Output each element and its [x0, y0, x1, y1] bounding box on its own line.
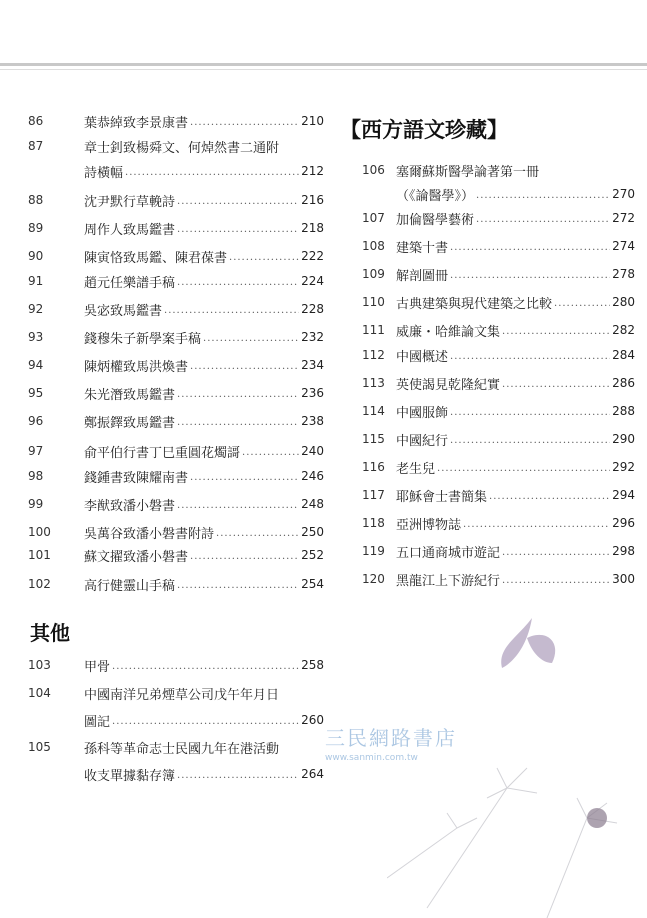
dot-leader	[164, 305, 299, 319]
entry-page-number: 254	[301, 577, 324, 591]
entry-number: 114	[362, 404, 385, 418]
entry-title: 亞洲博物誌	[396, 517, 462, 533]
entry-page-number: 270	[612, 187, 635, 201]
toc-entry	[362, 345, 635, 365]
entry-number: 110	[362, 295, 385, 309]
entry-title: 章士釗致楊舜文、何焯然書二通附	[84, 140, 280, 156]
entry-number: 119	[362, 544, 385, 558]
entry-title: 錢鍾書致陳耀南書	[84, 470, 189, 486]
entry-page-number: 274	[612, 239, 635, 253]
toc-entry	[28, 522, 324, 542]
dot-leader	[125, 167, 299, 181]
entry-title: 李猷致潘小磐書	[84, 498, 176, 514]
entry-number: 107	[362, 211, 385, 225]
toc-entry	[28, 218, 324, 238]
entry-page-number: 292	[612, 460, 635, 474]
entry-page-number: 280	[612, 295, 635, 309]
entry-page-number: 224	[301, 274, 324, 288]
entry-page-number: 278	[612, 267, 635, 281]
toc-entry	[362, 429, 635, 449]
toc-entry	[362, 541, 635, 561]
entry-title: 蘇文擢致潘小磐書	[84, 549, 189, 565]
entry-number: 98	[28, 469, 44, 483]
entry-number: 109	[362, 267, 385, 281]
toc-entry	[28, 683, 324, 703]
entry-page-number: 258	[301, 658, 324, 672]
entry-page-number: 238	[301, 414, 324, 428]
toc-entry	[362, 160, 635, 180]
entry-page-number: 216	[301, 193, 324, 207]
dot-leader	[177, 417, 299, 431]
toc-entry	[362, 485, 635, 505]
entry-page-number: 228	[301, 302, 324, 316]
entry-title: 錢穆朱子新學案手稿	[84, 331, 202, 347]
entry-title: 加倫醫學藝術	[396, 212, 475, 228]
entry-number: 96	[28, 414, 44, 428]
section-heading-western: 【西方語文珍藏】	[340, 117, 508, 142]
entry-title: 沈尹默行草輓詩	[84, 194, 176, 210]
entry-number: 106	[362, 163, 385, 177]
toc-entry	[28, 494, 324, 514]
dot-leader	[190, 472, 299, 486]
toc-entry	[28, 737, 324, 757]
entry-page-number: 296	[612, 516, 635, 530]
entry-page-number: 288	[612, 404, 635, 418]
entry-number: 101	[28, 548, 51, 562]
entry-page-number: 294	[612, 488, 635, 502]
toc-entry	[28, 327, 324, 347]
entry-number: 88	[28, 193, 44, 207]
entry-page-number: 298	[612, 544, 635, 558]
entry-title: 圖記	[84, 714, 111, 730]
entry-page-number: 250	[301, 525, 324, 539]
entry-number: 91	[28, 274, 44, 288]
dot-leader	[177, 580, 299, 594]
toc-entry	[362, 292, 635, 312]
entry-title: 黑龍江上下游紀行	[396, 573, 501, 589]
toc-entry	[28, 574, 324, 594]
dot-leader	[489, 491, 610, 505]
entry-title: 威廉・哈維論文集	[396, 324, 501, 340]
entry-title: 朱光潛致馬鑑書	[84, 387, 176, 403]
toc-entry	[28, 136, 324, 156]
entry-title: 詩橫幅	[84, 165, 124, 181]
entry-title: 塞爾蘇斯醫學論著第一冊	[396, 164, 540, 180]
dot-leader	[177, 389, 299, 403]
toc-entry-continuation	[28, 161, 324, 181]
entry-number: 117	[362, 488, 385, 502]
dot-leader	[203, 333, 299, 347]
dot-leader	[190, 551, 299, 565]
toc-entry	[28, 190, 324, 210]
dot-leader	[437, 463, 610, 477]
entry-title: 中國服飾	[396, 405, 449, 421]
toc-entry-continuation	[362, 184, 635, 204]
entry-title: 收支單據黏存簿	[84, 768, 176, 784]
entry-title: 孫科等革命志士民國九年在港活動	[84, 741, 280, 757]
entry-page-number: 248	[301, 497, 324, 511]
entry-page-number: 222	[301, 249, 324, 263]
entry-title: 建築十書	[396, 240, 449, 256]
toc-entry	[28, 246, 324, 266]
top-rule	[0, 63, 647, 66]
dot-leader	[463, 519, 610, 533]
section-heading-other: 其他	[30, 621, 70, 645]
entry-number: 86	[28, 114, 44, 128]
dot-leader	[190, 117, 299, 131]
entry-number: 94	[28, 358, 44, 372]
toc-entry	[362, 320, 635, 340]
dot-leader	[229, 252, 299, 266]
entry-page-number: 212	[301, 164, 324, 178]
entry-number: 103	[28, 658, 51, 672]
entry-title: 周作人致馬鑑書	[84, 222, 176, 238]
entry-page-number: 234	[301, 358, 324, 372]
toc-entry	[28, 271, 324, 291]
entry-number: 104	[28, 686, 51, 700]
entry-number: 100	[28, 525, 51, 539]
entry-number: 120	[362, 572, 385, 586]
toc-entry	[362, 457, 635, 477]
toc-entry	[362, 373, 635, 393]
entry-title: 五口通商城市遊記	[396, 545, 501, 561]
toc-entry	[28, 383, 324, 403]
entry-number: 118	[362, 516, 385, 530]
entry-page-number: 210	[301, 114, 324, 128]
entry-number: 92	[28, 302, 44, 316]
dot-leader	[502, 326, 610, 340]
dot-leader	[190, 361, 299, 375]
entry-title: 俞平伯行書丁巳重圓花燭謌	[84, 445, 241, 461]
dot-leader	[450, 270, 610, 284]
entry-number: 116	[362, 460, 385, 474]
dot-leader	[177, 224, 299, 238]
entry-page-number: 272	[612, 211, 635, 225]
dot-leader	[177, 277, 299, 291]
entry-title: （《論醫學》）	[396, 188, 475, 204]
toc-entry-continuation	[28, 710, 324, 730]
entry-number: 90	[28, 249, 44, 263]
entry-title: 陳炳權致馬洪煥書	[84, 359, 189, 375]
entry-page-number: 240	[301, 444, 324, 458]
dot-leader	[476, 214, 610, 228]
entry-number: 87	[28, 139, 44, 153]
entry-page-number: 246	[301, 469, 324, 483]
entry-page-number: 236	[301, 386, 324, 400]
toc-entry	[28, 545, 324, 565]
entry-number: 89	[28, 221, 44, 235]
entry-page-number: 232	[301, 330, 324, 344]
toc-entry	[28, 355, 324, 375]
entry-number: 115	[362, 432, 385, 446]
entry-number: 112	[362, 348, 385, 362]
dot-leader	[242, 447, 299, 461]
entry-title: 葉恭綽致李景康書	[84, 115, 189, 131]
entry-page-number: 290	[612, 432, 635, 446]
dot-leader	[476, 190, 610, 204]
toc-entry	[28, 466, 324, 486]
dot-leader	[450, 435, 610, 449]
watermark-name: 三民網路書店	[325, 726, 457, 750]
dot-leader	[450, 351, 610, 365]
dot-leader	[502, 547, 610, 561]
toc-entry-continuation	[28, 764, 324, 784]
toc-entry	[362, 569, 635, 589]
toc-entry	[28, 655, 324, 675]
entry-title: 中國紀行	[396, 433, 449, 449]
entry-number: 93	[28, 330, 44, 344]
entry-title: 解剖圖冊	[396, 268, 449, 284]
entry-title: 中國南洋兄弟煙草公司戊午年月日	[84, 687, 280, 703]
toc-entry	[28, 299, 324, 319]
dot-leader	[216, 528, 299, 542]
entry-number: 95	[28, 386, 44, 400]
entry-number: 111	[362, 323, 385, 337]
toc-entry	[362, 401, 635, 421]
dot-leader	[502, 379, 610, 393]
entry-title: 陳寅恪致馬鑑、陳君葆書	[84, 250, 228, 266]
toc-entry	[362, 236, 635, 256]
entry-number: 102	[28, 577, 51, 591]
entry-title: 古典建築與現代建築之比較	[396, 296, 553, 312]
dot-leader	[177, 500, 299, 514]
dot-leader	[502, 575, 610, 589]
dot-leader	[112, 661, 299, 675]
dot-leader	[450, 242, 610, 256]
butterfly-flower-illustration	[387, 618, 647, 918]
entry-page-number: 286	[612, 376, 635, 390]
entry-page-number: 264	[301, 767, 324, 781]
dot-leader	[450, 407, 610, 421]
entry-number: 113	[362, 376, 385, 390]
toc-entry	[362, 264, 635, 284]
entry-title: 老生兒	[396, 461, 436, 477]
dot-leader	[177, 196, 299, 210]
dot-leader	[554, 298, 610, 312]
entry-number: 97	[28, 444, 44, 458]
top-rule-thin	[0, 69, 647, 70]
toc-entry	[28, 441, 324, 461]
entry-title: 吳宓致馬鑑書	[84, 303, 163, 319]
watermark-url: www.sanmin.com.tw	[325, 753, 418, 763]
entry-page-number: 218	[301, 221, 324, 235]
entry-page-number: 282	[612, 323, 635, 337]
entry-page-number: 300	[612, 572, 635, 586]
entry-title: 高行健靈山手稿	[84, 578, 176, 594]
toc-entry	[362, 208, 635, 228]
entry-title: 耶穌會士書簡集	[396, 489, 488, 505]
entry-title: 趙元任樂譜手稿	[84, 275, 176, 291]
entry-number: 105	[28, 740, 51, 754]
entry-title: 甲骨	[84, 659, 111, 675]
entry-title: 中國概述	[396, 349, 449, 365]
entry-page-number: 260	[301, 713, 324, 727]
entry-title: 英使謁見乾隆紀實	[396, 377, 501, 393]
entry-number: 99	[28, 497, 44, 511]
entry-title: 吳萬谷致潘小磐書附詩	[84, 526, 215, 542]
entry-page-number: 252	[301, 548, 324, 562]
toc-entry	[28, 411, 324, 431]
entry-number: 108	[362, 239, 385, 253]
toc-entry	[28, 111, 324, 131]
dot-leader	[177, 770, 299, 784]
entry-title: 鄭振鐸致馬鑑書	[84, 415, 176, 431]
toc-entry	[362, 513, 635, 533]
dot-leader	[112, 716, 299, 730]
entry-page-number: 284	[612, 348, 635, 362]
